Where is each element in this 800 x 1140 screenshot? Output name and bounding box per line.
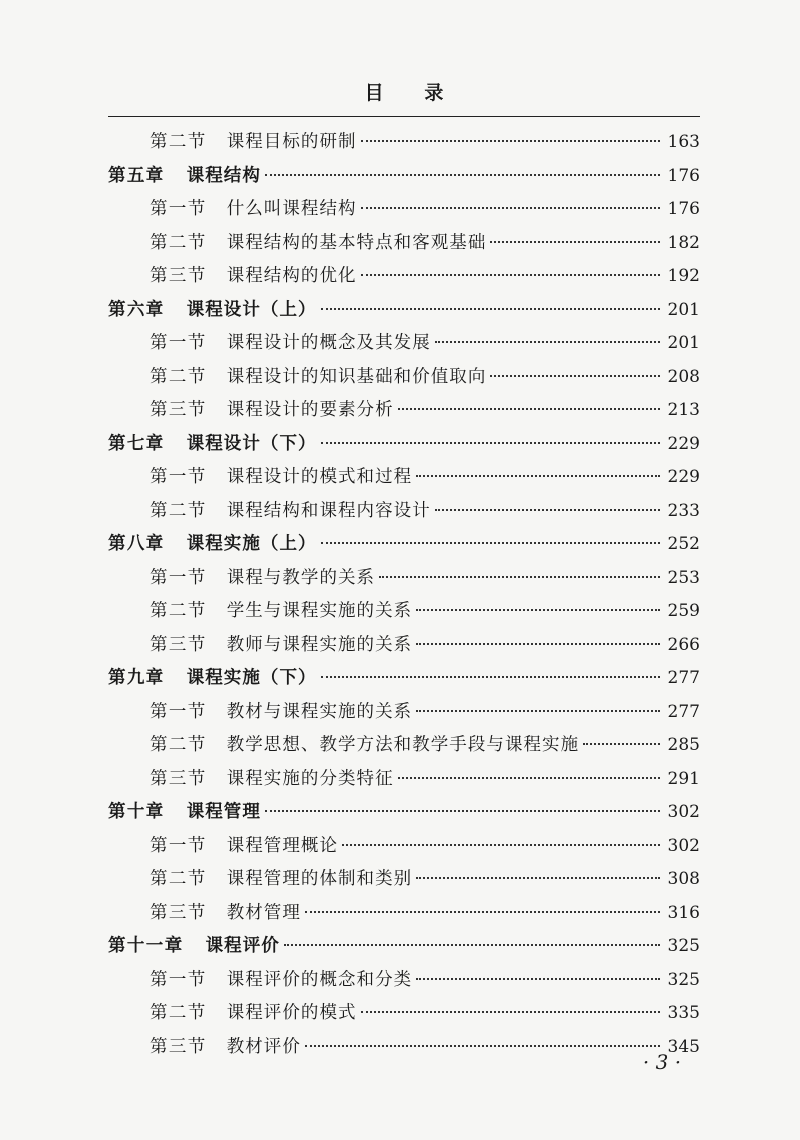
entry-label: 第二节 bbox=[150, 232, 207, 253]
entry-title: 课程管理 bbox=[186, 802, 261, 822]
toc-section-entry bbox=[108, 361, 700, 395]
entry-title: 课程结构和课程内容设计 bbox=[226, 500, 431, 521]
dot-leader bbox=[435, 341, 660, 343]
entry-label: 第七章 bbox=[108, 433, 165, 454]
toc-chapter-entry bbox=[108, 930, 700, 964]
entry-title: 课程目标的研制 bbox=[226, 132, 357, 152]
entry-page-number: 163 bbox=[667, 132, 700, 152]
entry-page-number: 316 bbox=[667, 902, 700, 923]
entry-title: 课程实施（下） bbox=[186, 668, 317, 688]
entry-label: 第十章 bbox=[108, 802, 165, 822]
entry-label: 第一节 bbox=[150, 835, 207, 856]
dot-leader bbox=[305, 1045, 660, 1047]
toc-section-entry bbox=[108, 227, 700, 261]
table-of-contents bbox=[108, 126, 700, 1064]
entry-label: 第一节 bbox=[150, 701, 207, 722]
entry-page-number: 201 bbox=[667, 299, 700, 320]
dot-leader bbox=[284, 944, 660, 946]
entry-page-number: 229 bbox=[667, 433, 700, 454]
dot-leader bbox=[361, 1011, 660, 1013]
entry-page-number: 266 bbox=[667, 634, 700, 655]
entry-page-number: 182 bbox=[667, 232, 700, 253]
toc-section-entry bbox=[108, 126, 700, 160]
entry-label: 第一节 bbox=[150, 333, 207, 353]
entry-label: 第三节 bbox=[150, 768, 207, 789]
toc-section-entry bbox=[108, 495, 700, 529]
page-title: 目 录 bbox=[364, 82, 461, 104]
toc-chapter-entry bbox=[108, 428, 700, 462]
dot-leader bbox=[321, 442, 660, 444]
entry-label: 第二节 bbox=[150, 601, 207, 621]
entry-title: 课程设计的概念及其发展 bbox=[226, 333, 431, 353]
toc-section-entry bbox=[108, 629, 700, 663]
toc-section-entry bbox=[108, 830, 700, 864]
entry-title: 课程设计的知识基础和价值取向 bbox=[226, 366, 487, 387]
entry-page-number: 201 bbox=[667, 333, 700, 353]
entry-page-number: 325 bbox=[667, 969, 700, 990]
dot-leader bbox=[321, 542, 660, 544]
entry-title: 课程结构 bbox=[186, 165, 261, 186]
entry-title: 课程设计的要素分析 bbox=[226, 400, 394, 420]
entry-label: 第一节 bbox=[150, 199, 207, 219]
dot-leader bbox=[342, 844, 660, 846]
toc-section-entry bbox=[108, 461, 700, 495]
entry-page-number: 213 bbox=[667, 400, 700, 420]
dot-leader bbox=[583, 743, 660, 745]
entry-page-number: 233 bbox=[667, 500, 700, 521]
entry-title: 课程结构的基本特点和客观基础 bbox=[226, 232, 487, 253]
entry-label: 第三节 bbox=[150, 266, 207, 286]
entry-label: 第三节 bbox=[150, 902, 207, 923]
entry-label: 第三节 bbox=[150, 1036, 207, 1057]
dot-leader bbox=[416, 475, 660, 477]
dot-leader bbox=[265, 174, 660, 176]
entry-page-number: 335 bbox=[667, 1003, 700, 1023]
entry-label: 第一节 bbox=[150, 467, 207, 487]
entry-label: 第二节 bbox=[150, 500, 207, 521]
entry-page-number: 259 bbox=[667, 601, 700, 621]
dot-leader bbox=[265, 810, 660, 812]
dot-leader bbox=[416, 609, 660, 611]
entry-title: 教师与课程实施的关系 bbox=[226, 634, 413, 655]
entry-title: 课程评价的概念和分类 bbox=[226, 969, 413, 990]
entry-page-number: 229 bbox=[667, 467, 700, 487]
dot-leader bbox=[416, 978, 660, 980]
entry-label: 第八章 bbox=[108, 534, 165, 554]
page-header bbox=[108, 76, 700, 117]
entry-title: 教材评价 bbox=[226, 1036, 301, 1057]
dot-leader bbox=[321, 308, 660, 310]
entry-title: 课程实施（上） bbox=[186, 534, 317, 554]
dot-leader bbox=[398, 408, 660, 410]
entry-label: 第六章 bbox=[108, 299, 165, 320]
toc-section-entry bbox=[108, 897, 700, 931]
entry-title: 课程设计（上） bbox=[186, 299, 317, 320]
toc-section-entry bbox=[108, 394, 700, 428]
toc-section-entry bbox=[108, 997, 700, 1031]
dot-leader bbox=[490, 375, 660, 377]
entry-title: 课程与教学的关系 bbox=[226, 567, 376, 588]
entry-title: 课程评价的模式 bbox=[226, 1003, 357, 1023]
toc-chapter-entry bbox=[108, 528, 700, 562]
entry-page-number: 302 bbox=[667, 835, 700, 856]
dot-leader bbox=[490, 241, 660, 243]
entry-page-number: 308 bbox=[667, 869, 700, 889]
entry-page-number: 325 bbox=[667, 936, 700, 956]
toc-section-entry bbox=[108, 260, 700, 294]
dot-leader bbox=[361, 207, 660, 209]
entry-page-number: 192 bbox=[667, 266, 700, 286]
entry-label: 第五章 bbox=[108, 165, 165, 186]
toc-chapter-entry bbox=[108, 796, 700, 830]
toc-section-entry bbox=[108, 863, 700, 897]
entry-page-number: 285 bbox=[667, 735, 700, 755]
toc-section-entry bbox=[108, 562, 700, 596]
dot-leader bbox=[398, 777, 660, 779]
entry-title: 课程管理概论 bbox=[226, 835, 339, 856]
toc-section-entry bbox=[108, 763, 700, 797]
entry-label: 第十一章 bbox=[108, 936, 184, 956]
entry-label: 第二节 bbox=[150, 1003, 207, 1023]
entry-title: 教材管理 bbox=[226, 902, 301, 923]
entry-label: 第九章 bbox=[108, 668, 165, 688]
entry-page-number: 176 bbox=[667, 199, 700, 219]
toc-section-entry bbox=[108, 964, 700, 998]
dot-leader bbox=[435, 509, 660, 511]
entry-page-number: 345 bbox=[667, 1036, 700, 1057]
entry-page-number: 277 bbox=[667, 701, 700, 722]
toc-chapter-entry bbox=[108, 294, 700, 328]
toc-section-entry bbox=[108, 193, 700, 227]
entry-title: 教材与课程实施的关系 bbox=[226, 701, 413, 722]
entry-label: 第二节 bbox=[150, 869, 207, 889]
entry-title: 什么叫课程结构 bbox=[226, 199, 357, 219]
entry-title: 教学思想、教学方法和教学手段与课程实施 bbox=[226, 735, 580, 755]
entry-title: 课程评价 bbox=[205, 936, 280, 956]
entry-page-number: 302 bbox=[667, 802, 700, 822]
entry-title: 课程实施的分类特征 bbox=[226, 768, 394, 789]
entry-label: 第二节 bbox=[150, 132, 207, 152]
dot-leader bbox=[379, 576, 660, 578]
entry-title: 课程结构的优化 bbox=[226, 266, 357, 286]
entry-page-number: 176 bbox=[667, 165, 700, 186]
dot-leader bbox=[321, 676, 660, 678]
entry-label: 第一节 bbox=[150, 567, 207, 588]
entry-label: 第三节 bbox=[150, 634, 207, 655]
dot-leader bbox=[416, 643, 660, 645]
entry-page-number: 277 bbox=[667, 668, 700, 688]
entry-title: 学生与课程实施的关系 bbox=[226, 601, 413, 621]
toc-chapter-entry bbox=[108, 160, 700, 194]
dot-leader bbox=[305, 911, 660, 913]
entry-label: 第二节 bbox=[150, 366, 207, 387]
entry-title: 课程管理的体制和类别 bbox=[226, 869, 413, 889]
toc-chapter-entry bbox=[108, 662, 700, 696]
dot-leader bbox=[416, 877, 660, 879]
dot-leader bbox=[416, 710, 660, 712]
entry-label: 第三节 bbox=[150, 400, 207, 420]
dot-leader bbox=[361, 140, 660, 142]
toc-section-entry bbox=[108, 595, 700, 629]
entry-page-number: 208 bbox=[667, 366, 700, 387]
entry-page-number: 291 bbox=[667, 768, 700, 789]
entry-title: 课程设计的模式和过程 bbox=[226, 467, 413, 487]
toc-section-entry bbox=[108, 729, 700, 763]
entry-title: 课程设计（下） bbox=[186, 433, 317, 454]
entry-page-number: 252 bbox=[667, 534, 700, 554]
toc-section-entry bbox=[108, 696, 700, 730]
toc-section-entry bbox=[108, 327, 700, 361]
dot-leader bbox=[361, 274, 660, 276]
page-number: · 3 · bbox=[642, 1050, 682, 1074]
entry-label: 第一节 bbox=[150, 969, 207, 990]
entry-label: 第二节 bbox=[150, 735, 207, 755]
entry-page-number: 253 bbox=[667, 567, 700, 588]
